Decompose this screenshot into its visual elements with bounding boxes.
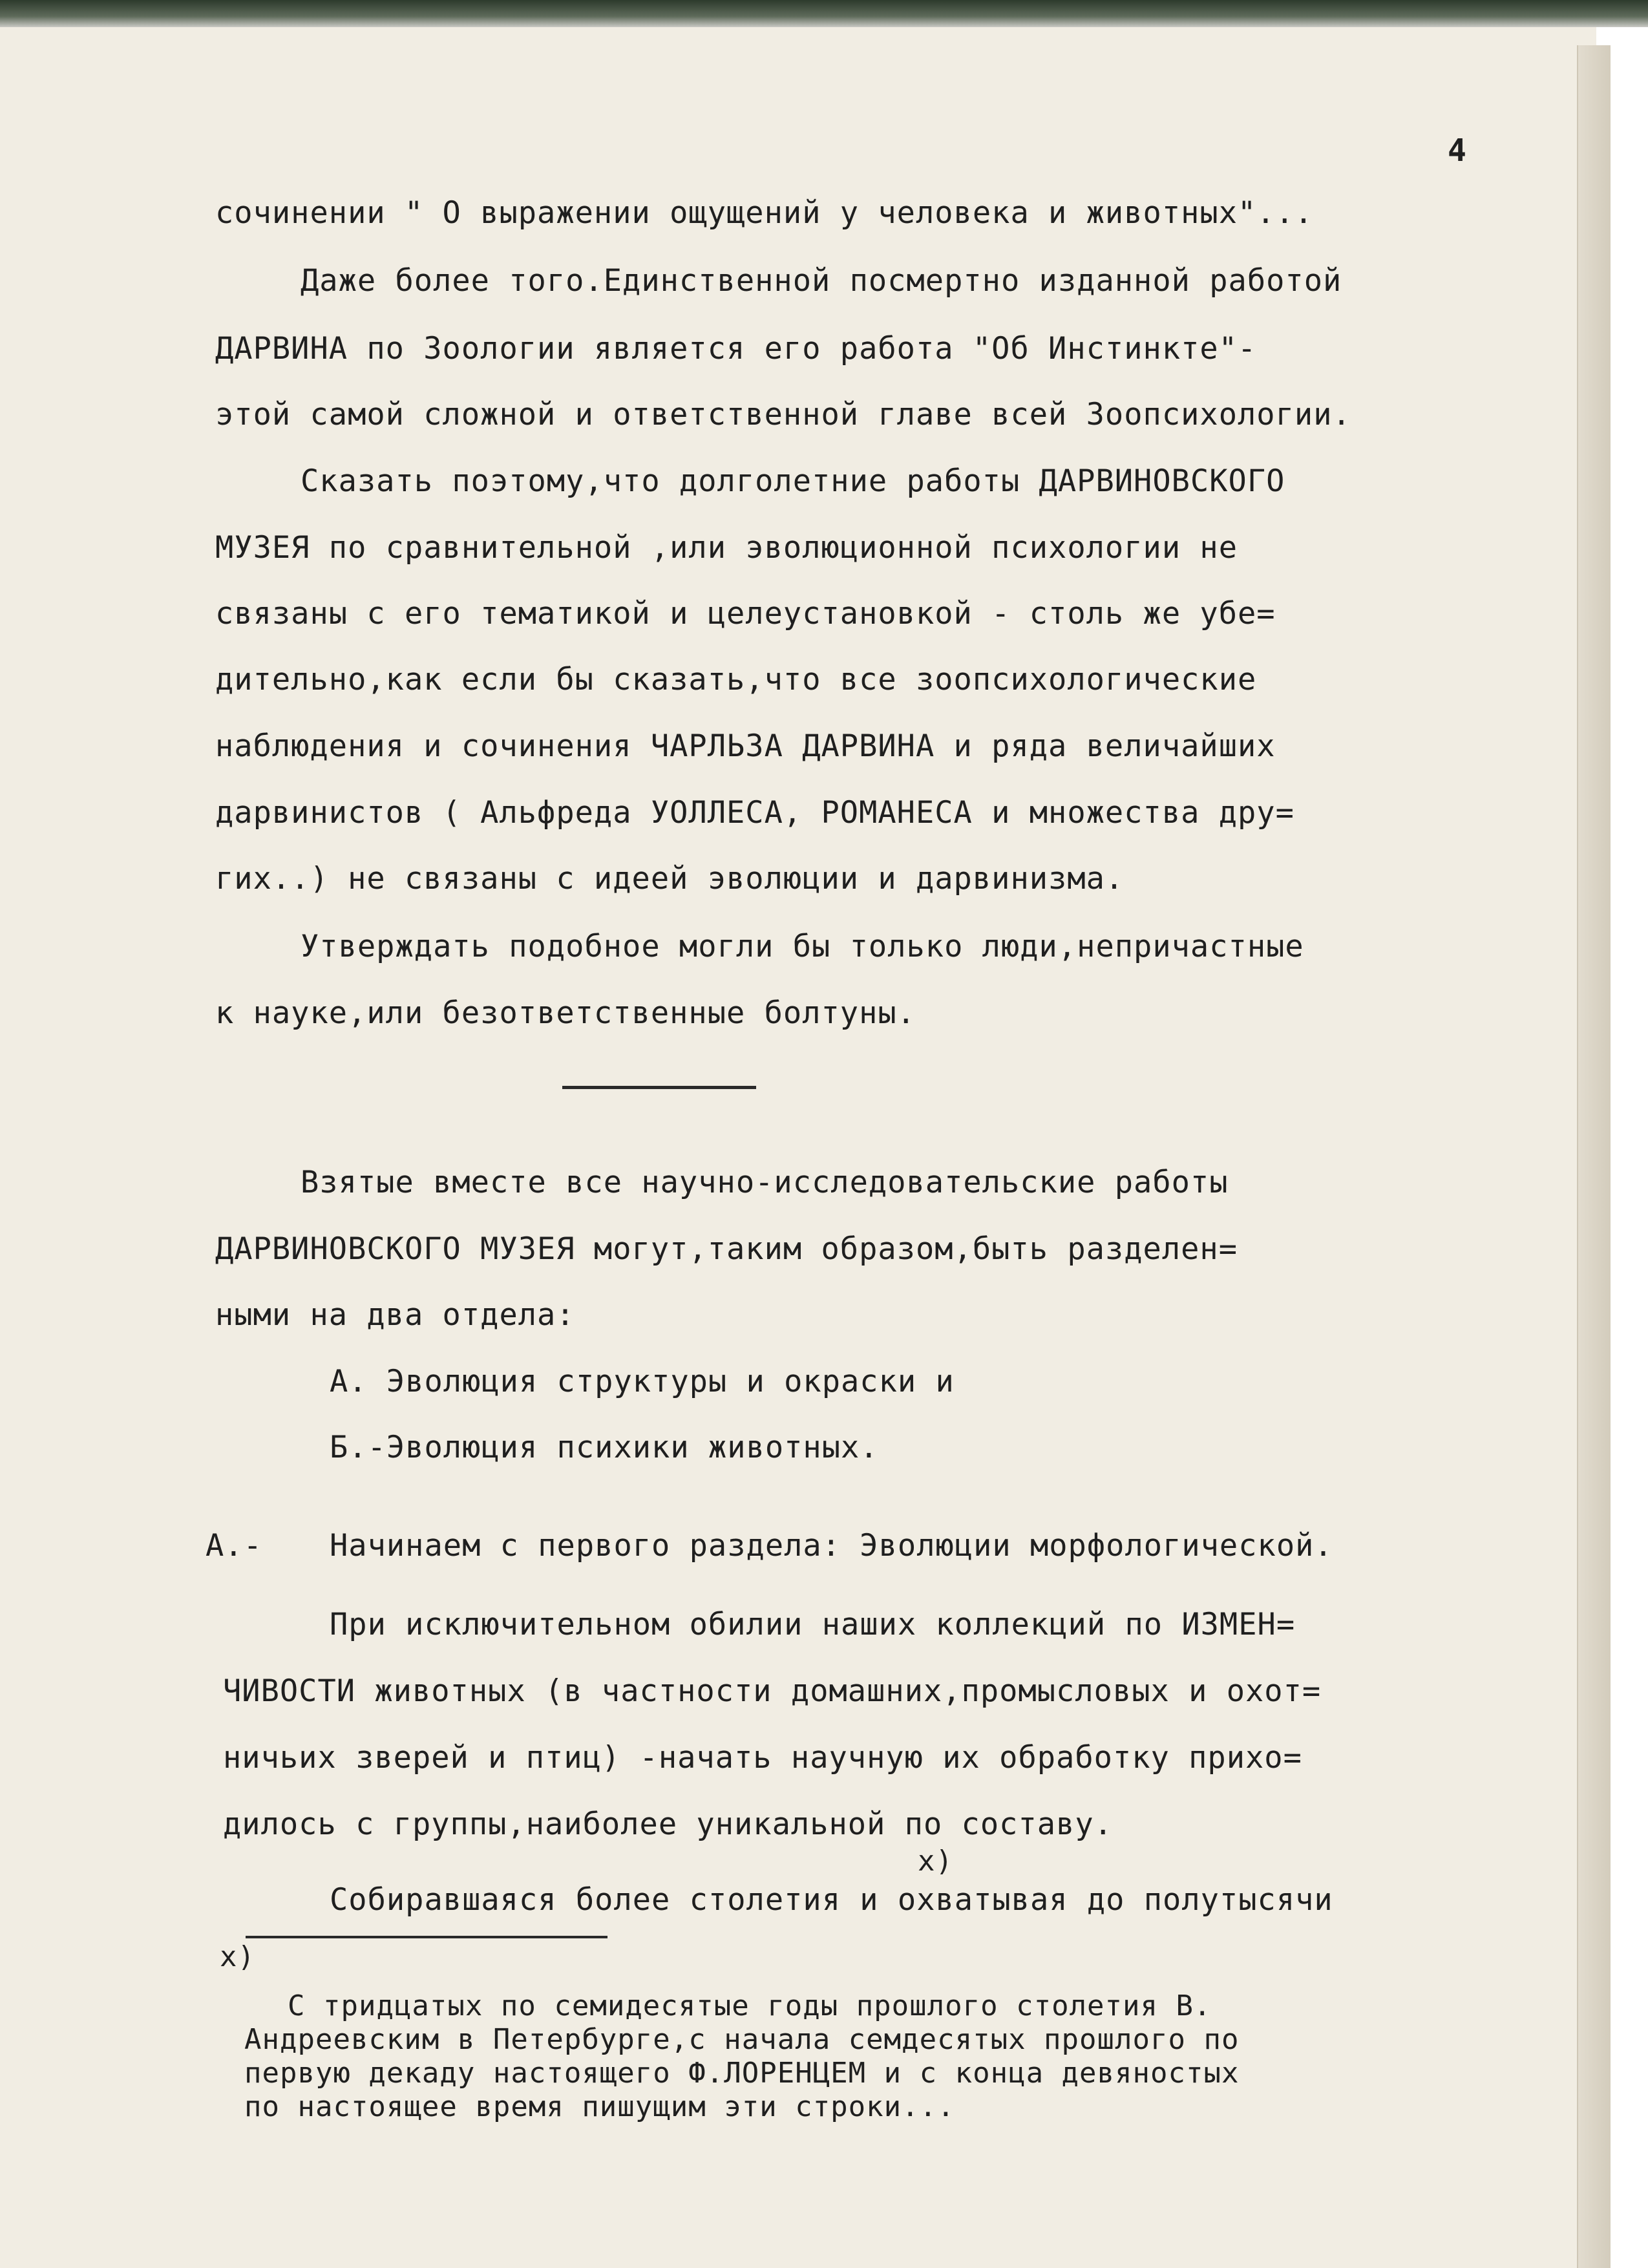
body-line: ничьих зверей и птиц) -начать научную их обработку прихо= [223, 1740, 1302, 1775]
body-line: МУЗЕЯ по сравнительной ,или эволюционной психологии не [215, 530, 1238, 566]
body-line: Собиравшаяся более столетия и охватывая до полутысячи [330, 1882, 1333, 1918]
body-line: ДАРВИНА по Зоологии является его работа "Об Инстинкте"- [215, 331, 1257, 366]
footnote-line: С тридцатых по семидесятые годы прошлого столетия В. [288, 1989, 1212, 2022]
footnote-rule [246, 1936, 607, 1938]
section-line: Взятые вместе все научно-исследовательские работы [301, 1165, 1229, 1200]
list-item-b: Б.-Эволюция психики животных. [330, 1430, 879, 1465]
body-line: этой самой сложной и ответственной главе всей Зоопсихологии. [215, 397, 1351, 432]
body-line: дарвинистов ( Альфреда УОЛЛЕСА, РОМАНЕСА и множества дру= [215, 795, 1294, 831]
section-line: ными на два отдела: [215, 1297, 575, 1333]
footnote-line: Андреевским в Петербурге,с начала семдесятых прошлого по [244, 2023, 1240, 2056]
footnote-marker: х) [220, 1940, 255, 1973]
body-line: к науке,или безответственные болтуны. [215, 995, 916, 1031]
part-a-marker: А.- [206, 1528, 262, 1563]
body-line: наблюдения и сочинения ЧАРЛЬЗА ДАРВИНА и ряда величайших [215, 728, 1276, 764]
footnote-line: по настоящее время пишущим эти строки... [244, 2090, 955, 2123]
page-number: 4 [1448, 132, 1466, 169]
section-line: ДАРВИНОВСКОГО МУЗЕЯ могут,таким образом,быть разделен= [215, 1231, 1238, 1267]
body-line: Утверждать подобное могли бы только люди,непричастные [301, 929, 1304, 964]
paper-stack-edge [1577, 45, 1611, 2268]
body-line: ЧИВОСТИ животных (в частности домашних,промысловых и охот= [223, 1673, 1322, 1709]
body-line: При исключительном обилии наших коллекций по ИЗМЕН= [330, 1607, 1296, 1642]
footnote-reference: х) [918, 1845, 953, 1878]
scanner-edge [0, 0, 1648, 27]
list-item-a: А. Эволюция структуры и окраски и [330, 1364, 955, 1399]
body-line: дительно,как если бы сказать,что все зоопсихологические [215, 662, 1257, 697]
body-line: гих..) не связаны с идеей эволюции и дарвинизма. [215, 861, 1125, 896]
body-line: сочинении " О выражении ощущений у человека и животных"... [215, 195, 1314, 231]
section-divider [562, 1086, 756, 1089]
body-line: Даже более того.Единственной посмертно изданной работой [301, 263, 1342, 299]
footnote-line: первую декаду настоящего Ф.ЛОРЕНЦЕМ и с конца девяностых [244, 2057, 1240, 2090]
body-line: связаны с его тематикой и целеустановкой - столь же убе= [215, 596, 1276, 631]
body-line: дилось с группы,наиболее уникальной по составу. [223, 1807, 1113, 1842]
body-line: Сказать поэтому,что долголетние работы ДАРВИНОВСКОГО [301, 463, 1285, 499]
part-a-heading: Начинаем с первого раздела: Эволюции морфологической. [330, 1528, 1333, 1563]
